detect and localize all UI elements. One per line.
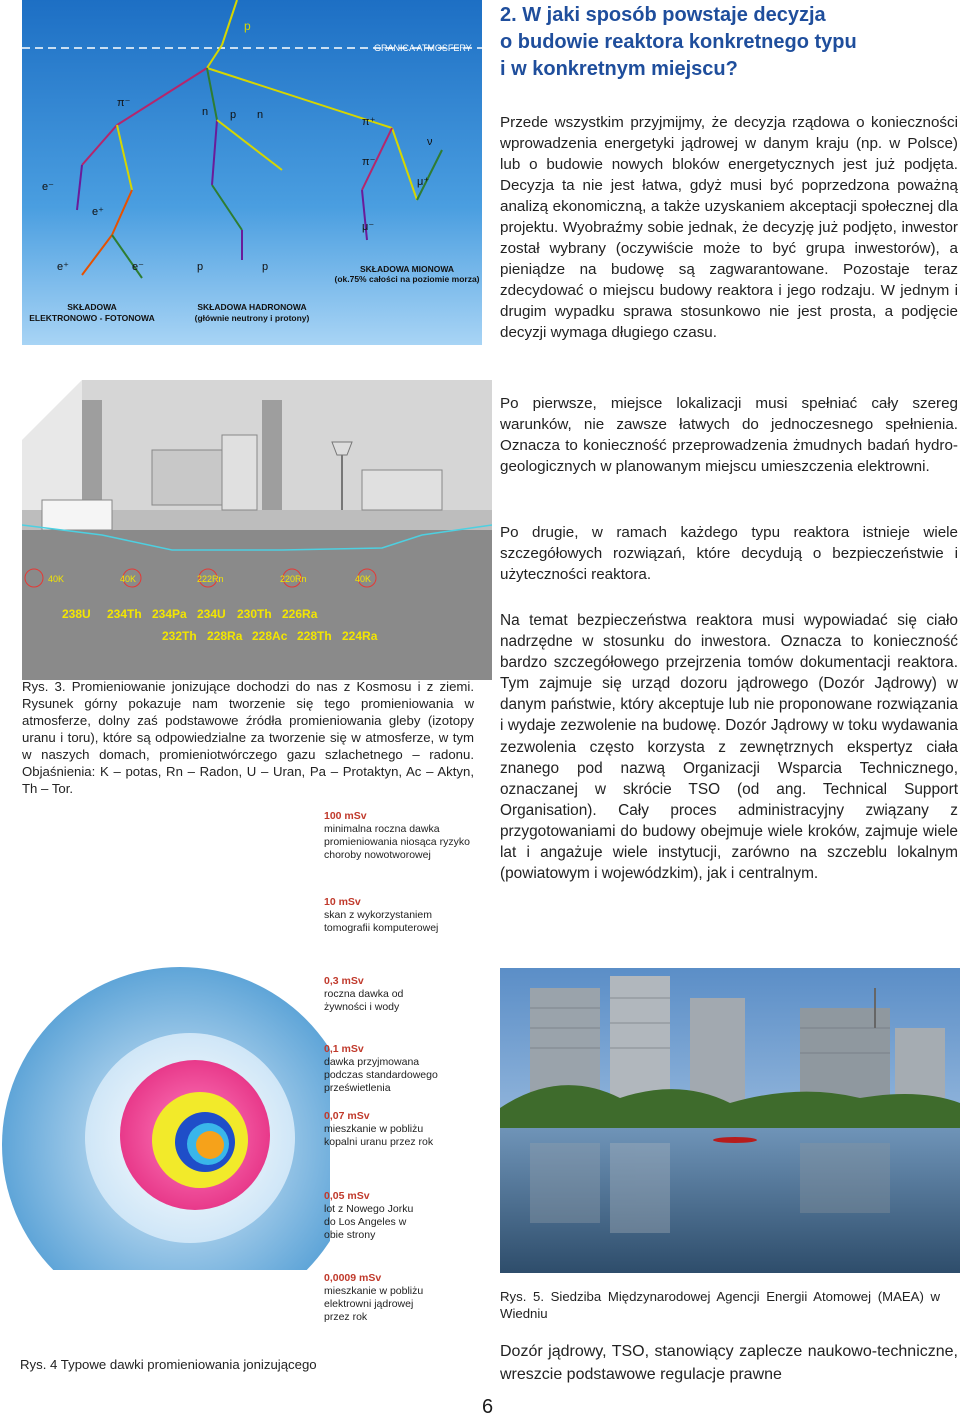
section-heading: 2. W jaki sposób powstaje decyzja o budowie reaktora konkretnego typu i w konkretnym miejscu? (500, 4, 857, 80)
dose-0-0009msv: 0,0009 mSv mieszkanie w pobliżu elektrowni jądrowej przez rok (324, 1272, 424, 1323)
svg-text:p: p (197, 261, 204, 273)
chain2-2: 228Ra (207, 629, 243, 643)
hadron-component-label-1: SKŁADOWA HADRONOWA (197, 302, 307, 312)
dose-10msv: 10 mSv skan z wykorzystaniem tomografii komputerowej (324, 896, 439, 934)
chain2-3: 228Ac (252, 629, 288, 643)
dose-0-07msv: 0,07 mSv mieszkanie w pobliżu kopalni uranu przez rok (324, 1110, 434, 1148)
svg-text:n: n (257, 109, 264, 121)
iaea-headquarters-photo (500, 968, 960, 1273)
chain1-1: 238U (62, 607, 91, 621)
svg-text:π⁻: π⁻ (362, 156, 376, 168)
chain1-6: 226Ra (282, 607, 318, 621)
svg-text:e⁻: e⁻ (132, 261, 144, 273)
svg-text:ν: ν (427, 136, 433, 148)
chain2-1: 232Th (162, 629, 197, 643)
figure-3-caption: Rys. 3. Promieniowanie jonizujące dochodzi do nas z Kosmosu i z ziemi. Rysunek górny pokazuje nam tworzenie się tego promieniowania w atmosferze, dolny zaś podstawowe źródła promieniowania gleby (izotopy uranu i toru), które są odpowiedzialne za tworzenie się w atmosferze, w tym w naszych domach, promieniotwórczego gazu szlachetnego – radonu. Objaśnienia: K – potas, Rn – Radon, U – Uran, Pa – Protaktyn, Ac – Aktyn, Th – Tor. (22, 679, 474, 796)
svg-text:p: p (230, 109, 237, 121)
ground-label-1: 40K (48, 574, 65, 584)
dose-circles (0, 930, 330, 1270)
svg-text:n: n (202, 106, 209, 118)
hadron-component-label-2: (głównie neutrony i protony) (194, 313, 310, 323)
ground-label-4: 220Rn (280, 574, 307, 584)
figure-5-caption: Rys. 5. Siedziba Międzynarodowej Agencji Energii Atomowej (MAEA) w Wiedniu (500, 1289, 940, 1321)
dose-0-1msv: 0,1 mSv dawka przyjmowana podczas standardowego prześwietlenia (324, 1043, 438, 1094)
dose-0-05msv: 0,05 mSv lot z Nowego Jorku do Los Angeles w obie strony (324, 1190, 414, 1241)
muon-component-label-2: (ok.75% całości na poziomie morza) (334, 274, 480, 284)
chain2-4: 228Th (297, 629, 332, 643)
dose-0-3msv: 0,3 mSv roczna dawka od żywności i wody (324, 975, 404, 1013)
paragraph-2: Po pierwsze, miejsce lokalizacji musi spełniać cały szereg warunków, nie zawsze łatwych do jednoczesnego spełnienia. Oznacza to konieczność przeprowadzenia żmudnych badań hydro-geologicznych w planowanym miejscu umieszczenia elektrowni. (500, 395, 958, 475)
ground-label-3: 222Rn (197, 574, 224, 584)
ground-label-5: 40K (355, 574, 372, 584)
chain1-5: 230Th (237, 607, 272, 621)
house-radon-diagram (22, 380, 492, 680)
paragraph-1: Przede wszystkim przyjmijmy, że decyzja rządowa o konieczności wprowadzenia energetyki jądrowej w danym kraju (np. w Polsce) lub o budowie nowych bloków energetycznych jest już podjęta. Decyzja ta nie jest łatwa, gdyż musi być poprzedzona poważną analizą ekonomiczną, a także uzyskaniem akceptacji społecznej dla projektu. Wyobraźmy sobie jednak, że decyzję już podjęto, inwestor został wybrany (oczywiście może to być grupa inwestorów), a pieniądze na budowę są zagwarantowane. Pozostaje teraz zdecydować o miejscu budowy reaktora i jego rodzaju. W jednym i drugim wypadku sprawa stosunkowo nie jest prosta, a podjęcie decyzji wymaga długiego czasu. (500, 114, 958, 341)
chain1-2: 234Th (107, 607, 142, 621)
svg-text:e⁺: e⁺ (57, 261, 69, 273)
svg-text:e⁻: e⁻ (42, 181, 54, 193)
chain1-3: 234Pa (152, 607, 187, 621)
chain2-5: 224Ra (342, 629, 378, 643)
dose-100msv: 100 mSv minimalna roczna dawka promieniowania niosąca ryzyko choroby nowotworowej (324, 810, 470, 861)
paragraph-4: Na temat bezpieczeństwa reaktora musi wypowiadać się ciało nadrzędne w stosunku do inwestora. Oznacza to konieczność bardzo szczegółowego przejrzenia tomów dokumentacji reaktora. Tym zajmuje się urząd dozoru jądrowego (Dozór Jądrowy) w danym państwie, który akceptuje lub nie proponowane rozwiązania i wydaje zezwolenie na budowę. Dozór Jądrowy w toku wydawania zezwolenia często korzysta z zewnętrznych ekspertyz ciała znanego pod nazwą Organizacji Wsparcia Technicznego, oznaczanej w skrócie TSO (od ang. Technical Support Organisation). Cały proces administracyjny związany z przygotowaniami do budowy obejmuje wiele kroków, zajmuje wiele lat i angażuje wiele instytucji, zarówno na szczeblu lokalnym (powiatowym i wojewódzkim), jak i centralnym. (500, 612, 958, 883)
svg-text:π⁻: π⁻ (117, 97, 131, 109)
figure-4-caption: Rys. 4 Typowe dawki promieniowania jonizującego (20, 1357, 317, 1372)
muon-component-label-1: SKŁADOWA MIONOWA (359, 264, 455, 274)
em-component-label-2: ELEKTRONOWO - FOTONOWA (29, 313, 155, 323)
ground-label-2: 40K (120, 574, 137, 584)
paragraph-last: Dozór jądrowy, TSO, stanowiący zaplecze naukowo-techniczne, wreszcie podstawowe regulacje prawne (500, 1343, 958, 1383)
cosmic-ray-diagram (22, 0, 482, 345)
page-number: 6 (482, 1396, 494, 1418)
chain1-4: 234U (197, 607, 226, 621)
svg-text:μ⁻: μ⁻ (362, 221, 375, 233)
svg-text:π⁺: π⁺ (362, 116, 376, 128)
atmosphere-boundary-label: GRANICA ATMOSFERY (374, 43, 472, 53)
paragraph-3: Po drugie, w ramach każdego typu reaktora istnieje wiele szczegółowych rozwiązań, które decydują o bezpieczeństwie i użyteczności reaktora. (500, 524, 958, 583)
em-component-label-1: SKŁADOWA (67, 302, 117, 312)
svg-text:p: p (262, 261, 269, 273)
svg-text:p: p (244, 19, 251, 33)
svg-text:μ⁺: μ⁺ (417, 176, 430, 188)
svg-text:e⁺: e⁺ (92, 206, 104, 218)
